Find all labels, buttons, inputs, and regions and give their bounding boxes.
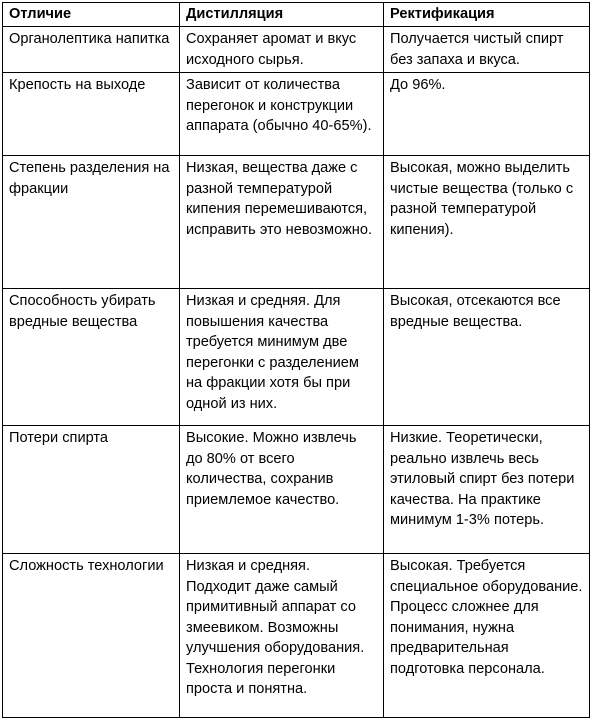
row-rectification: Высокая. Требуется специальное оборудование. Процесс сложнее для понимания, нужна предварительная подготовка персонала.: [384, 554, 590, 718]
header-rectification: Ректификация: [384, 3, 590, 27]
header-feature: Отличие: [3, 3, 180, 27]
row-distillation: Высокие. Можно извлечь до 80% от всего количества, сохранив приемлемое качество.: [180, 426, 384, 554]
table-row: [3, 426, 590, 554]
table-row: [3, 27, 590, 73]
row-distillation: Низкая, вещества даже с разной температурой кипения перемешиваются, исправить это невозможно.: [180, 156, 384, 289]
row-rectification: Высокая, отсекаются все вредные вещества.: [384, 289, 590, 426]
row-feature: Потери спирта: [3, 426, 180, 554]
row-feature: Степень разделения на фракции: [3, 156, 180, 289]
table-row: [3, 73, 590, 156]
row-feature: Сложность технологии: [3, 554, 180, 718]
table-row: [3, 289, 590, 426]
comparison-table: [2, 2, 590, 718]
header-distillation: Дистилляция: [180, 3, 384, 27]
row-rectification: Высокая, можно выделить чистые вещества (только с разной температурой кипения).: [384, 156, 590, 289]
table-row: [3, 554, 590, 718]
table-header-row: [3, 3, 590, 27]
row-distillation: Зависит от количества перегонок и конструкции аппарата (обычно 40-65%).: [180, 73, 384, 156]
row-feature: Крепость на выходе: [3, 73, 180, 156]
table-row: [3, 156, 590, 289]
row-rectification: До 96%.: [384, 73, 590, 156]
row-distillation: Низкая и средняя. Для повышения качества требуется минимум две перегонки с разделением на фракции хотя бы при одной из них.: [180, 289, 384, 426]
row-feature: Органолептика напитка: [3, 27, 180, 73]
row-rectification: Низкие. Теоретически, реально извлечь весь этиловый спирт без потери качества. На практике минимум 1-3% потерь.: [384, 426, 590, 554]
row-distillation: Низкая и средняя. Подходит даже самый примитивный аппарат со змеевиком. Возможны улучшения оборудования. Технология перегонки проста и понятна.: [180, 554, 384, 718]
row-rectification: Получается чистый спирт без запаха и вкуса.: [384, 27, 590, 73]
row-distillation: Сохраняет аромат и вкус исходного сырья.: [180, 27, 384, 73]
row-feature: Способность убирать вредные вещества: [3, 289, 180, 426]
